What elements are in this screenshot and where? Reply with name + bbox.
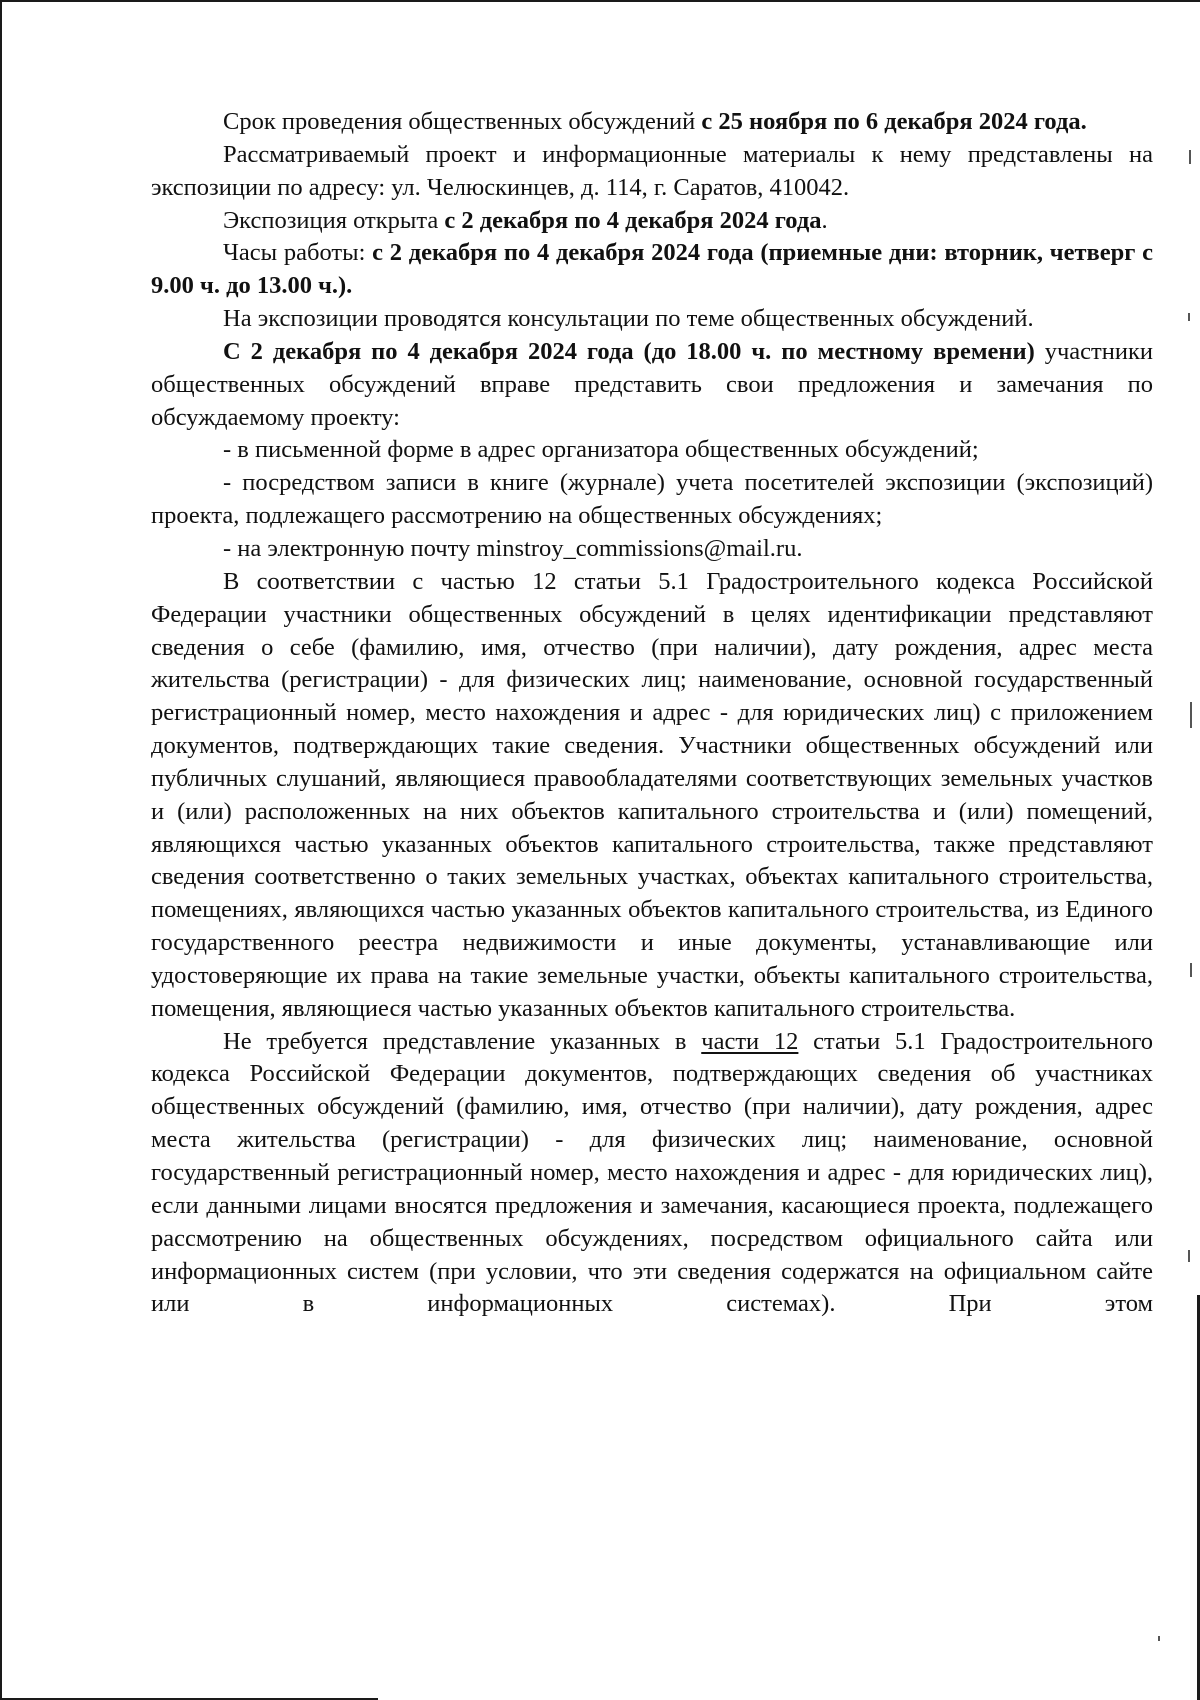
paragraph — [151, 205, 1153, 238]
scan-speck — [1188, 313, 1190, 321]
paragraph — [151, 303, 1153, 336]
text-segment: Не требуется представление указанных в — [223, 1027, 702, 1055]
text-segment: Срок проведения общественных обсуждений — [223, 108, 702, 135]
text-segment: - посредством записи в книге (журнале) учета посетителей экспозиции (экспозиций) проекта, подлежащего рассмотрению на общественных обсуждениях; — [151, 469, 1153, 530]
scan-border-left — [0, 0, 2, 1700]
text-segment: участники общественных обсуждений вправе представить свои предложения и замечания по обсуждаемому проекту: — [151, 337, 1153, 431]
bold-text: С 2 декабря по 4 декабря 2024 года (до 18.00 ч. по местному времени) — [223, 337, 1035, 365]
text-segment: На экспозиции проводятся консультации по теме общественных обсуждений. — [223, 305, 1034, 333]
scan-speck — [1190, 702, 1192, 728]
scan-speck — [1188, 1250, 1190, 1262]
text-segment: - на электронную почту minstroy_commissions@mail.ru. — [223, 534, 803, 562]
paragraph — [151, 336, 1153, 435]
bold-text: с 2 декабря по 4 декабря 2024 года (приемные дни: вторник, четверг с 9.00 ч. до 13.00 ч.). — [151, 239, 1154, 300]
paragraph — [151, 1026, 1153, 1322]
bold-text: с 2 декабря по 4 декабря 2024 года — [444, 206, 822, 234]
scan-speck — [1189, 150, 1191, 164]
paragraph — [151, 106, 1153, 139]
link-reference: части 12 — [701, 1027, 799, 1055]
text-segment: - в письменной форме в адрес организатора общественных обсуждений; — [223, 436, 979, 464]
text-segment: . — [821, 206, 828, 234]
paragraph — [151, 237, 1153, 303]
text-segment: Часы работы: — [223, 239, 373, 267]
document-body — [151, 106, 1153, 1321]
scan-speck — [1190, 963, 1192, 977]
bold-text: с 25 ноября по 6 декабря 2024 года. — [701, 108, 1087, 135]
paragraph — [151, 533, 1153, 566]
text-segment: статьи 5.1 Градостроительного кодекса Российской Федерации документов, подтверждающих сведения об участниках общественных обсуждений (фамилию, имя, отчество (при наличии), дату рождения, адрес места жительства (регистрации) - для физических лиц; наименование, основной государственный регистрационный номер, место нахождения и адрес - для юридических лиц), если данными лицами вносятся предложения и замечания, касающиеся проекта, подлежащего рассмотрению на общественных обсуждениях, посредством официального сайта или информационных систем (при условии, что эти сведения содержатся на официальном сайте или в информационных системах). При этом — [151, 1027, 1154, 1318]
scan-border-top — [0, 0, 1200, 2]
paragraph — [151, 566, 1153, 1026]
text-segment: Экспозиция открыта — [223, 206, 445, 234]
paragraph — [151, 139, 1153, 205]
text-segment: В соответствии с частью 12 статьи 5.1 Градостроительного кодекса Российской Федерации участники общественных обсуждений в целях идентификации представляют сведения о себе (фамилию, имя, отчество (при наличии), дату рождения, адрес места жительства (регистрации) - для физических лиц; наименование, основной государственный регистрационный номер, место нахождения и адрес - для юридических лиц) с приложением документов, подтверждающих такие сведения. Участники общественных обсуждений или публичных слушаний, являющиеся правообладателями соответствующих земельных участков и (или) расположенных на них объектов капитального строительства и (или) помещений, являющихся частью указанных объектов капитального строительства, также представляют сведения соответственно о таких земельных участках, объектах капитального строительства, помещениях, являющихся частью указанных объектов капитального строительства, из Единого государственного реестра недвижимости и иные документы, устанавливающие или удостоверяющие их права на такие земельные участки, объекты капитального строительства, помещения, являющиеся частью указанных объектов капитального строительства. — [151, 567, 1153, 1022]
paragraph — [151, 467, 1153, 533]
text-segment: Рассматриваемый проект и информационные материалы к нему представлены на экспозиции по адресу: ул. Челюскинцев, д. 114, г. Саратов, 410042. — [151, 140, 1153, 201]
paragraph — [151, 434, 1153, 467]
scan-speck — [1158, 1636, 1160, 1641]
